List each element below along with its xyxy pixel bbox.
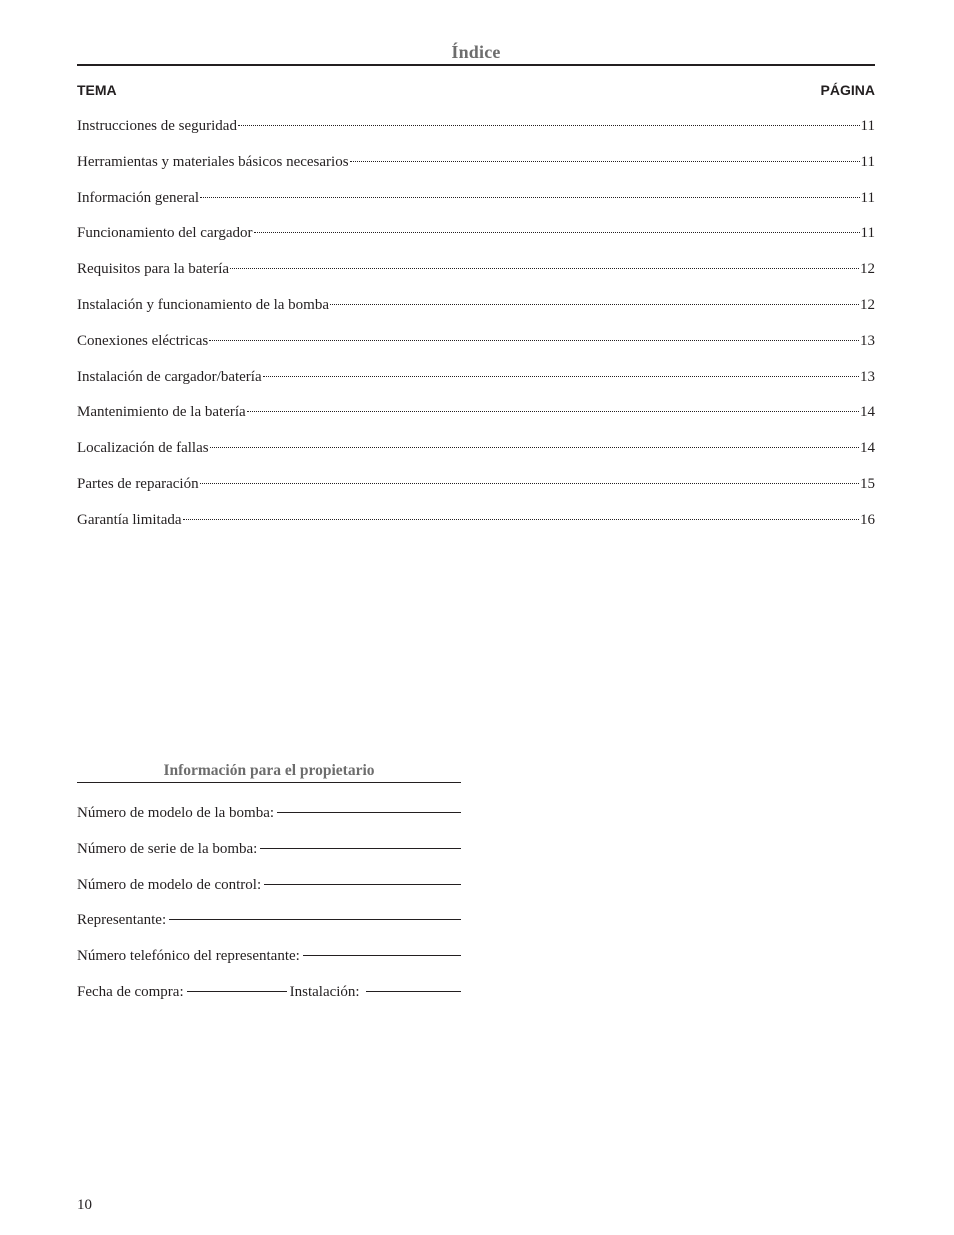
table-of-contents bbox=[77, 108, 875, 538]
toc-entry-page: 11 bbox=[860, 118, 875, 134]
installation-label: Instalación: bbox=[289, 983, 360, 1000]
toc-dot-leader bbox=[210, 447, 859, 448]
form-row bbox=[77, 868, 461, 904]
purchase-date-field[interactable] bbox=[187, 991, 287, 992]
dealer-label: Representante: bbox=[77, 912, 167, 929]
toc-entry-page: 11 bbox=[860, 153, 875, 170]
pump-serial-number-label: Número de serie de la bomba: bbox=[77, 840, 258, 857]
form-row bbox=[77, 939, 461, 975]
toc-entry-label: Conexiones eléctricas bbox=[77, 332, 209, 349]
toc-entry[interactable] bbox=[77, 251, 875, 287]
form-row bbox=[77, 975, 461, 1011]
owner-info-form bbox=[77, 796, 461, 1011]
toc-entry-page: 14 bbox=[860, 404, 875, 421]
page-number: 10 bbox=[77, 1197, 92, 1213]
toc-entry-label: Partes de reparación bbox=[77, 475, 199, 492]
pump-model-number-label: Número de modelo de la bomba: bbox=[77, 805, 275, 821]
dealer-field[interactable] bbox=[169, 919, 461, 920]
toc-entry-page: 11 bbox=[860, 189, 875, 206]
owner-info-title: Información para el propietario bbox=[163, 762, 375, 779]
toc-dot-leader bbox=[183, 519, 859, 520]
toc-dot-leader bbox=[350, 161, 860, 162]
toc-entry-label: Instalación y funcionamiento de la bomba bbox=[77, 296, 330, 313]
toc-dot-leader bbox=[209, 340, 859, 341]
toc-dot-leader bbox=[238, 125, 860, 126]
toc-entry-label: Localización de fallas bbox=[77, 440, 209, 457]
toc-entry[interactable] bbox=[77, 430, 875, 466]
form-row bbox=[77, 796, 461, 832]
toc-entry-label: Herramientas y materiales básicos necesarios bbox=[77, 153, 349, 170]
toc-dot-leader bbox=[200, 483, 859, 484]
toc-entry-page: 14 bbox=[860, 440, 875, 457]
toc-entry-label: Información general bbox=[77, 189, 200, 206]
purchase-date-label: Fecha de compra: bbox=[77, 983, 184, 1000]
toc-entry-page: 13 bbox=[860, 332, 875, 349]
toc-entry-page: 16 bbox=[860, 511, 875, 528]
toc-dot-leader bbox=[247, 411, 859, 412]
toc-entry-page: 13 bbox=[860, 368, 875, 385]
control-model-number-label: Número de modelo de control: bbox=[77, 876, 262, 893]
toc-dot-leader bbox=[263, 376, 859, 377]
toc-dot-leader bbox=[330, 304, 859, 305]
toc-entry-label: Garantía limitada bbox=[77, 511, 182, 528]
control-model-number-field[interactable] bbox=[264, 884, 461, 885]
toc-entry-label: Requisitos para la batería bbox=[77, 261, 230, 278]
toc-entry[interactable] bbox=[77, 215, 875, 251]
toc-entry[interactable] bbox=[77, 144, 875, 180]
toc-entry-page: 12 bbox=[860, 261, 875, 278]
column-header-page: PÁGINA bbox=[820, 82, 875, 98]
toc-entry[interactable] bbox=[77, 502, 875, 538]
dealer-phone-label: Número telefónico del representante: bbox=[77, 948, 300, 965]
owner-info-divider bbox=[77, 782, 461, 783]
toc-entry[interactable] bbox=[77, 323, 875, 359]
toc-entry-page: 12 bbox=[860, 296, 875, 313]
title-divider bbox=[77, 64, 875, 66]
page-title: Índice bbox=[451, 42, 501, 62]
form-row bbox=[77, 832, 461, 868]
toc-entry-label: Mantenimiento de la batería bbox=[77, 404, 246, 421]
toc-entry-page: 11 bbox=[860, 225, 875, 242]
toc-entry[interactable] bbox=[77, 359, 875, 395]
toc-dot-leader bbox=[254, 232, 860, 233]
toc-entry-label: Instrucciones de seguridad bbox=[77, 118, 237, 134]
toc-entry[interactable] bbox=[77, 287, 875, 323]
toc-entry[interactable] bbox=[77, 394, 875, 430]
pump-serial-number-field[interactable] bbox=[260, 848, 461, 849]
dealer-phone-field[interactable] bbox=[303, 955, 461, 956]
toc-entry[interactable] bbox=[77, 466, 875, 502]
form-row bbox=[77, 903, 461, 939]
pump-model-number-field[interactable] bbox=[277, 812, 461, 813]
column-header-topic: TEMA bbox=[77, 82, 117, 98]
toc-entry-label: Instalación de cargador/batería bbox=[77, 368, 262, 385]
toc-entry[interactable] bbox=[77, 180, 875, 216]
toc-entry-label: Funcionamiento del cargador bbox=[77, 225, 253, 242]
toc-dot-leader bbox=[200, 197, 860, 198]
toc-entry-page: 15 bbox=[860, 475, 875, 492]
toc-dot-leader bbox=[230, 268, 859, 269]
toc-entry[interactable] bbox=[77, 108, 875, 144]
installation-date-field[interactable] bbox=[366, 991, 461, 992]
